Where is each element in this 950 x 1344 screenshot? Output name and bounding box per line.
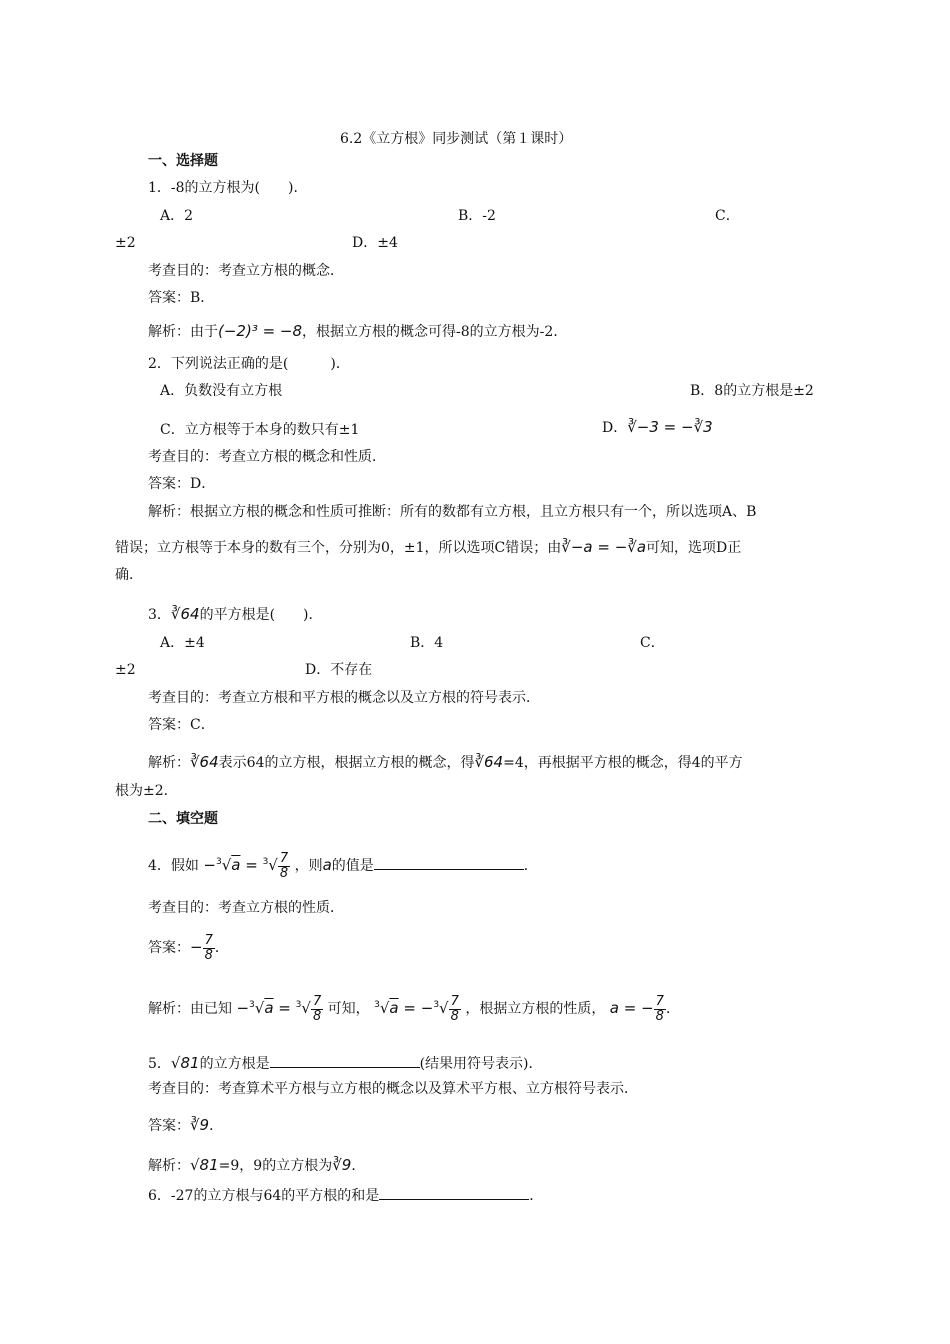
- q2-option-d-label: D．: [602, 420, 628, 436]
- q1-exp-pre: 解析：由于: [148, 324, 218, 340]
- q4-answer-fraction: $\frac{7}{8}$: [204, 932, 213, 963]
- q5-stem-post: 的立方根是: [199, 1056, 270, 1072]
- q2-option-a: A．负数没有立方根: [160, 383, 283, 399]
- q3-exp-pre: 解析：: [148, 755, 190, 771]
- q4-stem-fraction: $\frac{7}{8}$: [279, 850, 289, 881]
- q5-exp-formula1: √81: [190, 1156, 219, 1174]
- q4-stem: [148, 845, 538, 883]
- q2-option-d-formula: ∛−3 = −∛3: [627, 418, 713, 436]
- q6-answer-blank: [379, 1185, 529, 1200]
- page-title: 6.2《立方根》同步测试（第１课时）: [340, 131, 573, 147]
- q4-stem-mid: ，则: [294, 858, 323, 874]
- q5-answer-end: ．: [209, 1118, 224, 1134]
- q5-answer-formula: ∛9: [190, 1116, 210, 1134]
- q2-explanation-line1: 解析：根据立方根的概念和性质可推断：所有的数都有立方根，且立方根只有一个，所以选项A、B: [148, 504, 757, 520]
- q3-stem: [148, 605, 323, 624]
- q4-answer-pre: 答案：: [148, 940, 190, 956]
- q4-stem-formula: −$^3$√a = $^3$√: [203, 856, 278, 874]
- q4-exp-mid2: ，根据立方根的性质，: [465, 1001, 606, 1017]
- q4-exp-formula1: −$^3$√a = $^3$√: [236, 999, 311, 1017]
- q4-answer-end: ．: [214, 940, 229, 956]
- q3-exp-formula1: ∛64: [190, 753, 219, 771]
- q4-stem-pre: 4．假如: [148, 858, 199, 874]
- section-heading-fill: 二、填空题: [148, 811, 218, 827]
- q1-answer: 答案：B．: [148, 290, 215, 306]
- q1-option-b: B．-2: [458, 208, 496, 224]
- q1-option-d: D．±4: [352, 235, 398, 251]
- q4-exp-end: ．: [665, 1001, 680, 1017]
- q2-option-b: B．8的立方根是±2: [690, 383, 814, 399]
- q2-explanation-line2: [115, 538, 741, 557]
- q1-explanation: [148, 322, 567, 341]
- q3-purpose: 考查目的：考查立方根和平方根的概念以及立方根的符号表示．: [148, 690, 540, 706]
- q3-exp-mid: 表示64的立方根，根据立方根的概念，得: [218, 755, 475, 771]
- q2-option-c: C．立方根等于本身的数只有±1: [160, 422, 360, 438]
- q1-exp-post: ，根据立方根的概念可得-8的立方根为-2．: [302, 324, 568, 340]
- q3-option-b: B．4: [410, 635, 444, 651]
- q6-stem: [148, 1185, 543, 1205]
- q5-explanation: [148, 1156, 365, 1175]
- q5-stem: [148, 1053, 543, 1073]
- q2-option-d: [602, 418, 713, 437]
- q4-stem-var: a: [322, 856, 332, 874]
- q1-exp-formula: (−2)³ = −8: [218, 322, 303, 340]
- q4-exp-mid1: 可知，: [327, 1001, 370, 1017]
- q3-explanation-line2: 根为±2．: [115, 783, 178, 799]
- q6-stem-pre: 6．-27的立方根与64的平方根的和是: [148, 1188, 380, 1204]
- q4-exp-formula3: a = −: [609, 999, 654, 1017]
- q3-explanation-line1: [148, 753, 743, 772]
- q2-stem: 2．下列说法正确的是( )．: [148, 356, 350, 372]
- q3-exp-post: =4，再根据平方根的概念，得4的平方: [503, 755, 743, 771]
- section-heading-choice: 一、选择题: [148, 153, 218, 169]
- q3-answer: 答案：C．: [148, 717, 215, 733]
- q5-stem-formula: √81: [170, 1054, 200, 1072]
- q3-stem-post: 的平方根是( )．: [199, 607, 323, 623]
- q5-stem-end: (结果用符号表示)．: [419, 1056, 543, 1072]
- q5-exp-end: ．: [351, 1158, 366, 1174]
- q2-purpose: 考查目的：考查立方根的概念和性质．: [148, 449, 386, 465]
- q6-stem-end: ．: [529, 1188, 544, 1204]
- q4-exp-formula2: $^3$√a = −$^3$√: [374, 999, 449, 1017]
- q2-exp2-post: 可知，选项D正: [646, 540, 742, 556]
- q2-exp2-formula: ∛−a = −∛a: [561, 538, 647, 556]
- q4-purpose: 考查目的：考查立方根的性质．: [148, 900, 344, 916]
- q5-answer-blank: [270, 1053, 420, 1068]
- q4-stem-end: ．: [523, 858, 538, 874]
- q2-explanation-line3: 确．: [115, 567, 143, 583]
- q2-exp2-pre: 错误；立方根等于本身的数有三个，分别为0，±1，所以选项C错误；由: [115, 540, 562, 556]
- q1-option-c: C．: [715, 208, 740, 224]
- q3-option-a: A．±4: [160, 635, 205, 651]
- q5-answer-pre: 答案：: [148, 1118, 190, 1134]
- q5-stem-pre: 5．: [148, 1056, 171, 1072]
- q5-answer: [148, 1116, 223, 1135]
- q1-stem: 1．-8的立方根为( )．: [148, 180, 308, 196]
- q3-option-c: C．: [640, 635, 665, 651]
- q4-explanation: 解析：由已知 −$^3$√a = $^3$√ $\frac{7}{8}$ 可知， $^3$√a = −$^3$√ $\frac{7}{8}$ ，根据立方根的性质， a = − $\frac{7}{8}$ ．: [148, 988, 680, 1026]
- q5-purpose: 考查目的：考查算术平方根与立方根的概念以及算术平方根、立方根符号表示．: [148, 1081, 638, 1097]
- q4-exp-pre: 解析：由已知: [148, 1001, 232, 1017]
- q1-option-a: A．2: [160, 208, 194, 224]
- q3-option-c-value: ±2: [115, 662, 136, 678]
- q1-purpose: 考查目的：考查立方根的概念．: [148, 263, 344, 279]
- q3-stem-formula: ∛64: [170, 605, 200, 623]
- q4-stem-post: 的值是: [331, 858, 374, 874]
- q4-answer: 答案：− $\frac{7}{8}$ ．: [148, 932, 229, 963]
- q3-option-d: D．不存在: [305, 662, 373, 678]
- q4-answer-blank: [374, 855, 524, 870]
- q1-option-c-value: ±2: [115, 235, 136, 251]
- q2-answer: 答案：D．: [148, 476, 216, 492]
- q5-exp-pre: 解析：: [148, 1158, 190, 1174]
- q3-stem-pre: 3．: [148, 607, 171, 623]
- q5-exp-mid: =9，9的立方根为: [218, 1158, 333, 1174]
- q3-exp-formula2: ∛64: [474, 753, 504, 771]
- q5-exp-formula2: ∛9: [332, 1156, 352, 1174]
